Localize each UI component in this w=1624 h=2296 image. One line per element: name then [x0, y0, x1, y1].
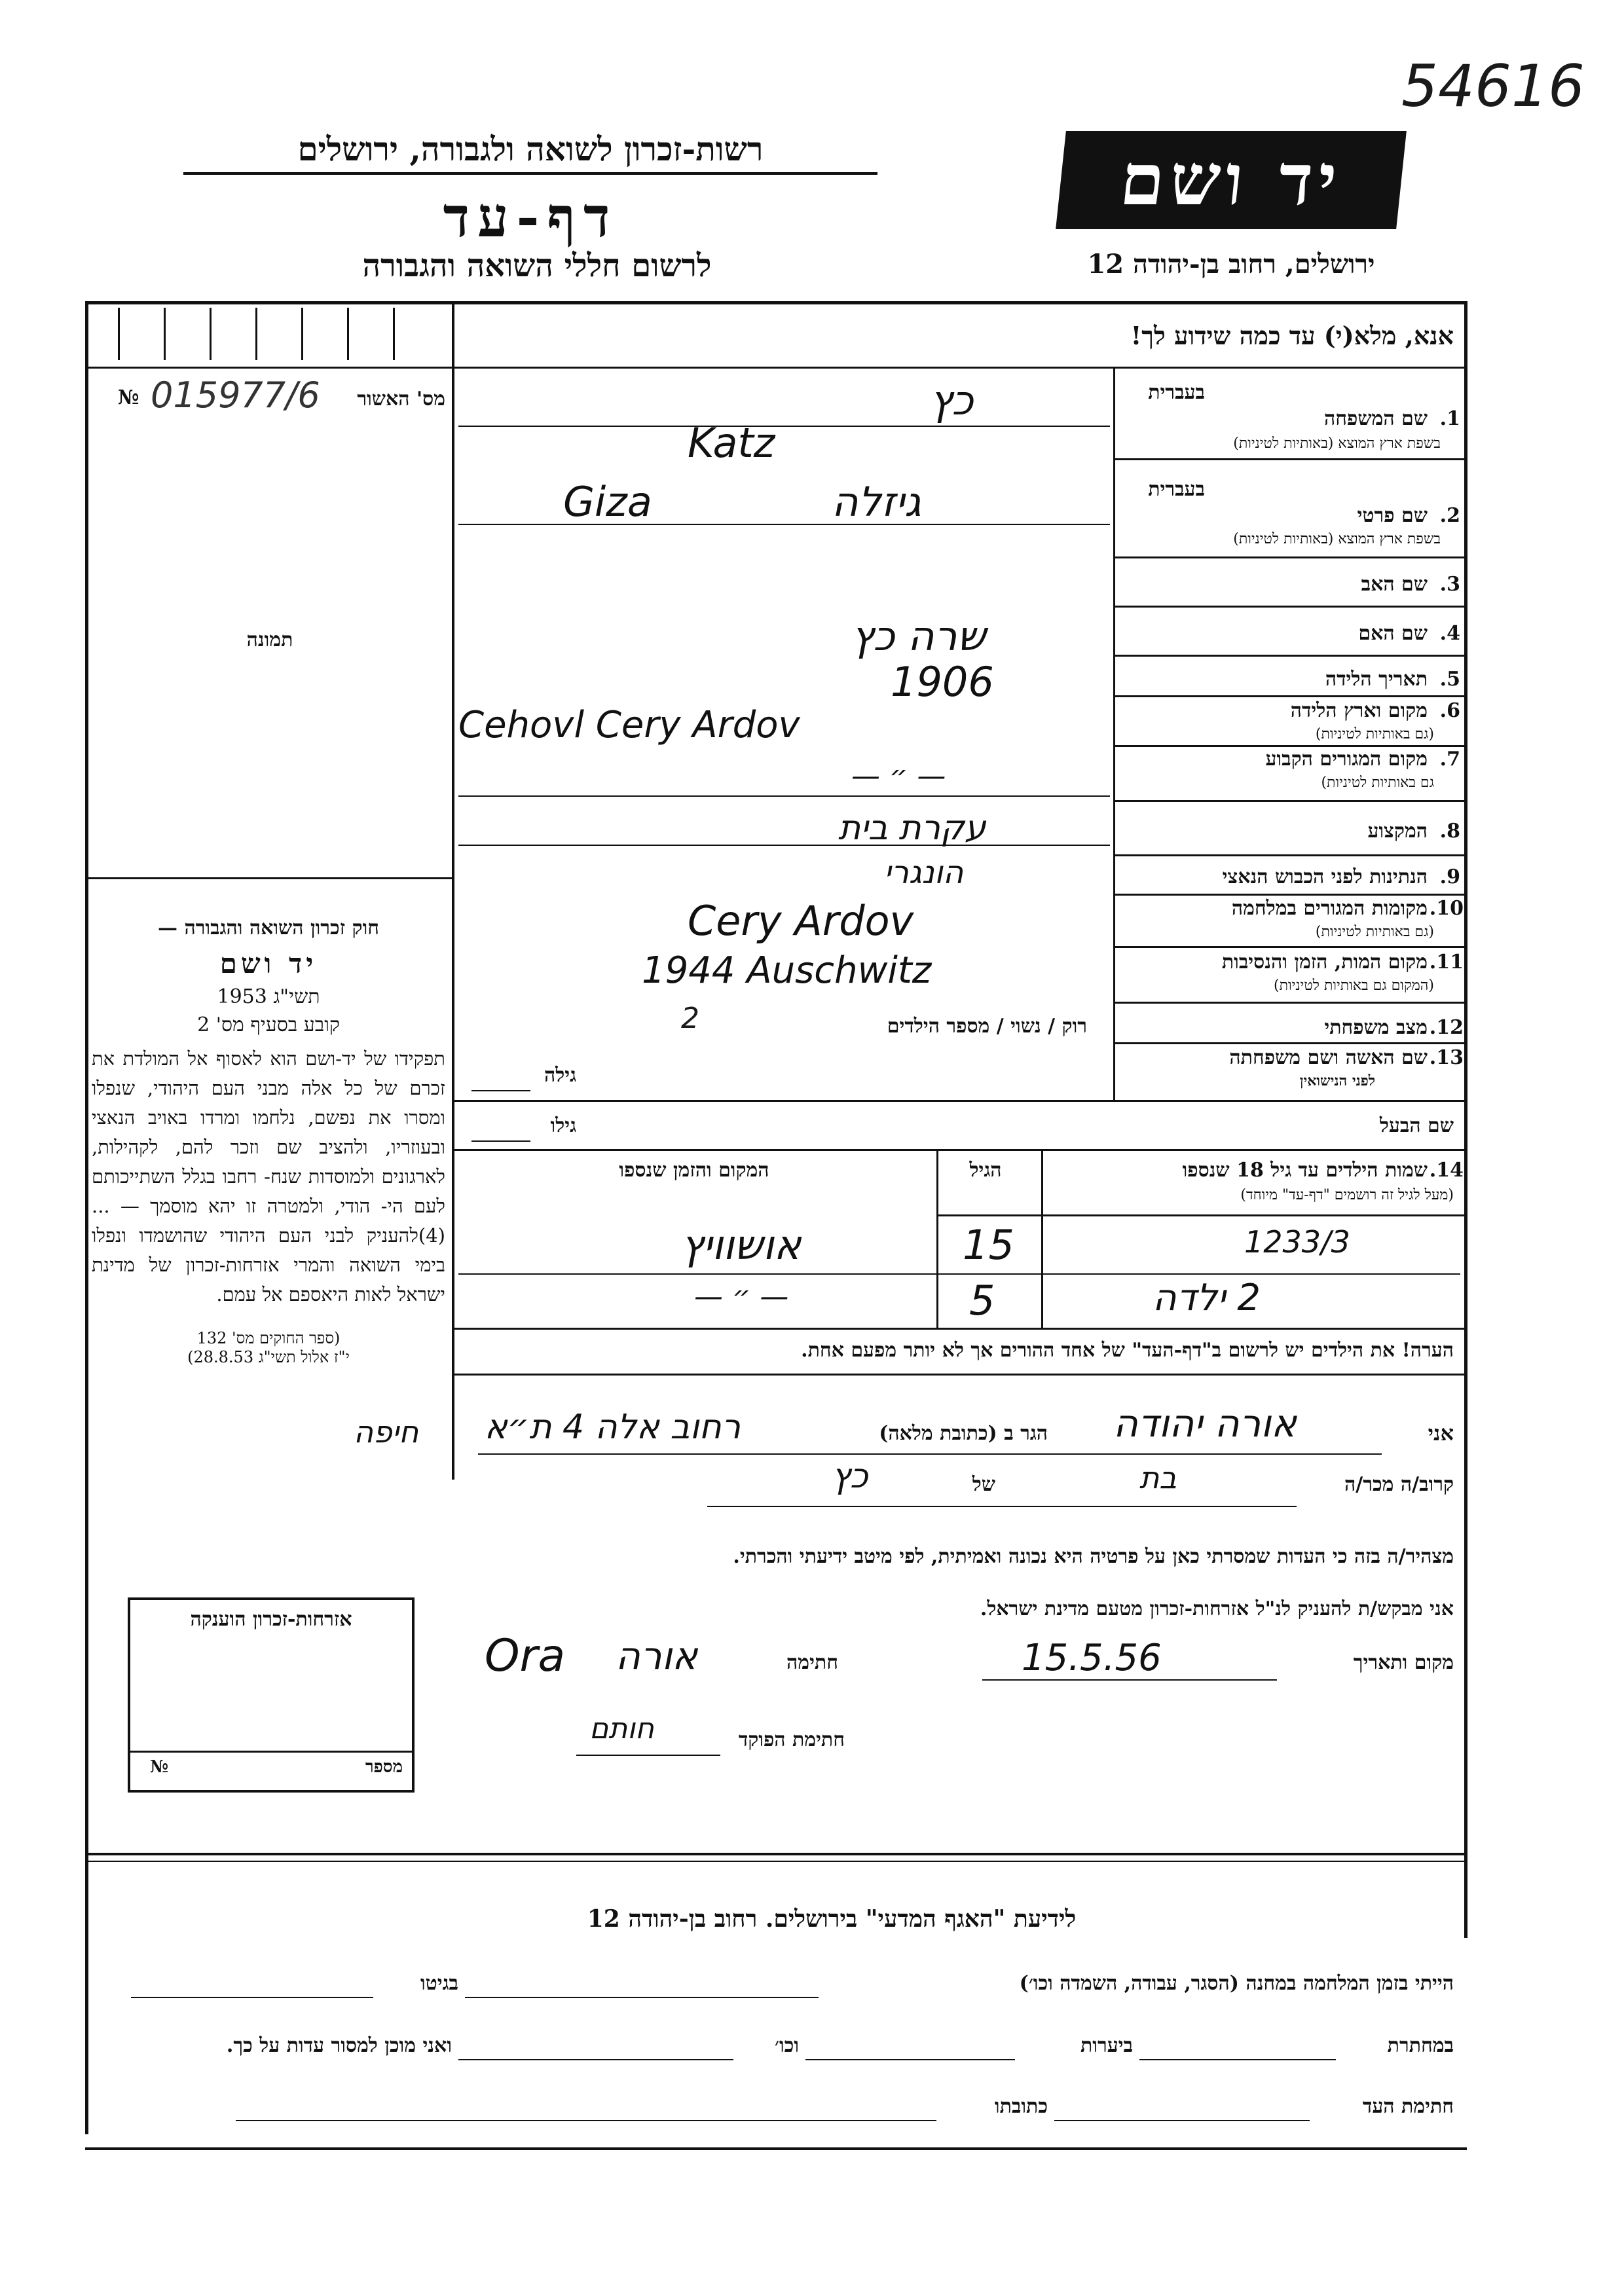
footer-line3-a: חתימת העד — [1362, 2095, 1454, 2118]
field-11-label: מקום המות, הזמן והנסיבות — [1221, 951, 1428, 974]
field-2-rule — [1113, 556, 1467, 558]
witness-city: חיפה — [354, 1414, 419, 1449]
law-title: חוק זכרון השואה והגבורה — — [158, 917, 379, 939]
field-1-tag: בעברית — [1148, 381, 1205, 404]
declaration: מצהיר/ה בזה כי העדות שמסרתי כאן על פרטיה היא נכונה ואמיתית, לפי מיטב ידיעתי והכרתי. — [733, 1545, 1454, 1568]
law-source: (ספר החוקים מס' 132 — [196, 1329, 341, 1347]
field-11-num: 11. — [1429, 951, 1464, 974]
law-logo: יד ושם — [219, 947, 318, 979]
citizenship-no-mark: № — [150, 1757, 169, 1777]
child1-place: אושוויץ — [681, 1221, 802, 1269]
frame-left — [85, 301, 88, 2134]
footer-heading: לידיעת "האגף המדעי" בירושלים. רחוב בן-יהודה 12 — [587, 1905, 1077, 1933]
children-count: 2 — [681, 1002, 699, 1035]
note-rule — [454, 1374, 1467, 1376]
frame-left-col-right — [452, 301, 454, 1480]
approval-number: 015977/6 — [151, 374, 320, 416]
relation-value: בת — [1139, 1460, 1177, 1495]
husband-age-rule — [471, 1140, 530, 1142]
witness-i-label: אני — [1428, 1421, 1454, 1446]
field-6-num: 6. — [1439, 699, 1460, 722]
form-subtitle: לרשום חללי השואה והגבורה — [362, 247, 712, 284]
children-header-rule — [936, 1214, 1467, 1216]
archive-number: 54616 — [1401, 52, 1585, 120]
official-rule — [576, 1755, 720, 1756]
field-8-rule — [1113, 854, 1467, 856]
field-1-rule — [1113, 458, 1467, 460]
field-10-rule — [1113, 946, 1467, 948]
photo-label: תמונה — [246, 629, 293, 651]
place-date-value: 15.5.56 — [1022, 1637, 1162, 1679]
field-2-label: שם פרטי — [1357, 504, 1428, 527]
field-11-sub: (המקום גם באותיות לטיניות) — [1274, 977, 1434, 994]
field-3-rule — [1113, 606, 1467, 608]
header-address: ירושלים, רחוב בן-יהודה 12 — [1087, 249, 1375, 280]
law-year: תשי"ג 1953 — [217, 985, 320, 1008]
value-wartime-places: Cery Ardov — [688, 897, 914, 945]
relative-label: קרוב/ה מכר/ה — [1344, 1473, 1454, 1496]
citizenship-box — [128, 1597, 415, 1793]
field-3-label: שם האב — [1361, 573, 1428, 596]
yad-vashem-logo — [1056, 131, 1407, 229]
value-surname-he: כץ — [930, 376, 974, 424]
value-birth-date: 1906 — [891, 658, 994, 706]
law-clause: קובע בסעיף מס' 2 — [197, 1013, 340, 1036]
children-age-header: הגיל — [969, 1159, 1002, 1182]
field-8-label: המקצוע — [1367, 820, 1428, 843]
place-date-rule — [982, 1679, 1277, 1681]
value-occupation: עקרת בית — [838, 809, 986, 848]
footer-line2-rule-b — [805, 2059, 1015, 2060]
field-12-rule — [1113, 1042, 1467, 1044]
field-4-label: שם האם — [1358, 622, 1428, 645]
value-residence: — ״ — — [851, 759, 946, 793]
field-2-tag: בעברית — [1148, 478, 1205, 501]
footer-line3-rule-b — [236, 2120, 936, 2121]
frame-right — [1464, 301, 1467, 1938]
footer-line3-rule-a — [1054, 2120, 1310, 2121]
frame-left-col-sep — [85, 367, 454, 369]
child1-age: 15 — [963, 1221, 1014, 1269]
frame-photo-bottom — [85, 877, 454, 879]
field-10-label: מקומות המגורים במלחמה — [1231, 897, 1428, 920]
law-body: תפקידו של יד-ושם הוא לאסוף אל המולדת את זכרם של כל אלה מבני העם היהודי, שנפלו ומסרו את נפשם, נלחמו ומרדו באויב הנאצי ובעוזריו, ולהציב שם וזכר להם, לקהילות, לארגונים ולמוסדות שנח- רחבו בגלל השתייכותם לעם הי- הודי, ולמטרה זו יהא מוסמך — ...(4)להעניק לבני העם היהודי שהושמדו ונפלו בימי השואה והמרי אזרחות-זכרון של מדינת ישראל לאות היאספם אל עמם. — [92, 1048, 445, 1305]
law-date: י"ז אלול תשי"ג 28.8.53) — [187, 1348, 350, 1366]
code-boxes — [92, 308, 445, 360]
value-nationality: הונגרי — [884, 854, 964, 891]
field-5-rule — [1113, 695, 1467, 697]
field-9-num: 9. — [1439, 866, 1460, 888]
place-date-label: מקום ותאריך — [1353, 1651, 1454, 1674]
footer-line2-c: וכו׳ — [775, 2034, 799, 2057]
husband-age-label: גילו — [550, 1114, 576, 1137]
field-13-num: 13. — [1429, 1046, 1464, 1069]
witness-resides-label: הגר ב (כתובת מלאה) — [879, 1422, 1048, 1445]
field-3-num: 3. — [1439, 573, 1460, 596]
field-8-num: 8. — [1439, 820, 1460, 843]
value-death: 1944 Auschwitz — [642, 949, 932, 992]
footer-line2-rule-c — [458, 2059, 733, 2060]
field-13-rule — [452, 1100, 1467, 1102]
field-9-rule — [1113, 894, 1467, 896]
official-sig-value: חותם — [589, 1712, 654, 1745]
child1-name: 1233/3 — [1244, 1224, 1350, 1260]
children-bottom — [454, 1328, 1467, 1330]
footer-separator — [85, 1853, 1467, 1855]
signature-value: Ora — [485, 1630, 566, 1682]
field-9-label: הנתינות לפני הכבוש הנאצי — [1222, 866, 1428, 888]
children-col-age-right — [1041, 1149, 1043, 1329]
citizenship-number-label: מספר — [365, 1757, 403, 1777]
field-10-num: 10. — [1429, 897, 1464, 920]
citizenship-request: אני מבקש/ת להעניק לנ"ל אזרחות-זכרון מטעם מדינת ישראל. — [980, 1597, 1454, 1620]
signature-label: חתימה — [786, 1651, 838, 1674]
intro-bottom — [452, 367, 1467, 369]
field-1-num: 1. — [1439, 407, 1460, 430]
children-num: 14. — [1429, 1159, 1464, 1182]
authority-line: רשות-זכרון לשואה ולגבורה, ירושלים — [183, 130, 877, 175]
field-7-num: 7. — [1439, 748, 1460, 771]
field-2-num: 2. — [1439, 504, 1460, 527]
frame-top — [85, 301, 1467, 304]
frame-bottom — [85, 2147, 1467, 2150]
logo-text: יד ושם — [1116, 139, 1346, 221]
children-col-age-left — [936, 1149, 938, 1329]
of-label: של — [972, 1473, 995, 1496]
value-rule-given — [458, 524, 1110, 525]
footer-line1-rule-a — [465, 1997, 819, 1998]
value-father: שרה כץ — [851, 612, 986, 660]
field-1-label: שם המשפחה — [1323, 407, 1428, 430]
footer-line1-rule-b — [131, 1997, 373, 1998]
value-rule-1290 — [458, 845, 1110, 846]
field-12-num: 12. — [1429, 1016, 1464, 1039]
field-4-rule — [1113, 655, 1467, 657]
value-given-he: גיזלה — [832, 478, 921, 526]
value-surname-lat: Katz — [688, 419, 775, 467]
children-title: שמות הילדים עד גיל 18 שנספו — [1182, 1159, 1428, 1182]
field-7-label: מקום המגורים הקבוע — [1265, 748, 1428, 771]
footer-line2-a: במחתרת — [1387, 2034, 1454, 2057]
field-7-rule — [1113, 800, 1467, 802]
field-6-sub: (גם באותיות לטיניות) — [1315, 726, 1434, 742]
witness-name: אורה יהודה — [1113, 1401, 1297, 1446]
witness-line1 — [478, 1453, 1382, 1455]
child2-name: 2 ילדה — [1153, 1277, 1261, 1319]
field-2-sub: בשפת ארץ המוצא (באותיות לטיניות) — [1233, 531, 1441, 547]
husband-rule — [452, 1149, 1467, 1151]
field-13-sub: לפני הנישואין — [1299, 1072, 1375, 1089]
field-13-label: שם האשה ושם משפחתה — [1229, 1046, 1428, 1069]
field-5-label: תאריך הלידה — [1325, 668, 1428, 691]
value-given-lat: Giza — [563, 478, 652, 526]
footer-line3-b: כתובתו — [994, 2095, 1048, 2118]
field-4-num: 4. — [1439, 622, 1460, 645]
children-place-header: המקום והזמן שנספו — [619, 1159, 769, 1182]
field-5-num: 5. — [1439, 668, 1460, 691]
field-6-label: מקום וארץ הלידה — [1290, 699, 1428, 722]
wife-age-label: גילה — [544, 1064, 576, 1087]
approval-no-mark: № — [118, 386, 139, 409]
form-title: דף-עד — [443, 185, 618, 249]
witness-line2 — [707, 1506, 1297, 1507]
witness-address: רחוב אלה 4 ת״א — [485, 1408, 741, 1447]
field-10-sub: (גם באותיות לטיניות) — [1315, 924, 1434, 940]
official-label: חתימת הפוקד — [738, 1728, 845, 1751]
value-birth-place: Cehovl Cery Ardov — [458, 704, 800, 746]
wife-age-rule — [471, 1090, 530, 1091]
signature-value-2: אורה — [616, 1633, 698, 1678]
children-row1-rule — [458, 1273, 1460, 1275]
label-col-left — [1113, 367, 1115, 1100]
note-text: הערה! את הילדים יש לרשום ב"דף-העד" של אחד ההורים אך לא יותר מפעם אחת. — [801, 1339, 1454, 1362]
field-11-rule — [1113, 1002, 1467, 1004]
field-6-rule — [1113, 745, 1467, 747]
footer-line2-rule-a — [1139, 2059, 1336, 2060]
field-7-sub: גם באותיות לטיניות) — [1321, 774, 1434, 791]
footer-line2-d: ואני מוכן למסור עדות על כך. — [226, 2034, 452, 2057]
intro-text: אנא, מלא(י) עד כמה שידוע לך! — [1130, 321, 1454, 350]
children-sub: (מעל לגיל זה רושמים "דף-עד" מיוחד) — [1240, 1187, 1454, 1203]
child2-age: 5 — [969, 1277, 995, 1324]
marital-options: רוק / נשוי / מספר הילדים — [887, 1015, 1087, 1038]
relation-of-value: כץ — [832, 1457, 868, 1496]
citizenship-title: אזרחות-זכרון הוענקה — [190, 1608, 352, 1631]
footer-line1-b: בגיטו — [420, 1972, 458, 1995]
husband-label: שם הבעל — [1379, 1114, 1454, 1137]
field-12-label: מצב משפחתי — [1324, 1016, 1428, 1039]
footer-separator-2 — [85, 1861, 1467, 1862]
footer-line2-b: ביערות — [1080, 2034, 1133, 2057]
footer-line1-a: הייתי בזמן המלחמה במחנה (הסגר, עבודה, השמדה וכו׳) — [1019, 1972, 1454, 1995]
field-1-sub: בשפת ארץ המוצא (באותיות לטיניות) — [1233, 435, 1441, 452]
value-rule-surname — [458, 426, 1110, 427]
value-rule-1206 — [458, 795, 1110, 797]
approval-label: מס' האשור — [357, 388, 445, 410]
child2-place: — ״ — — [694, 1280, 789, 1313]
